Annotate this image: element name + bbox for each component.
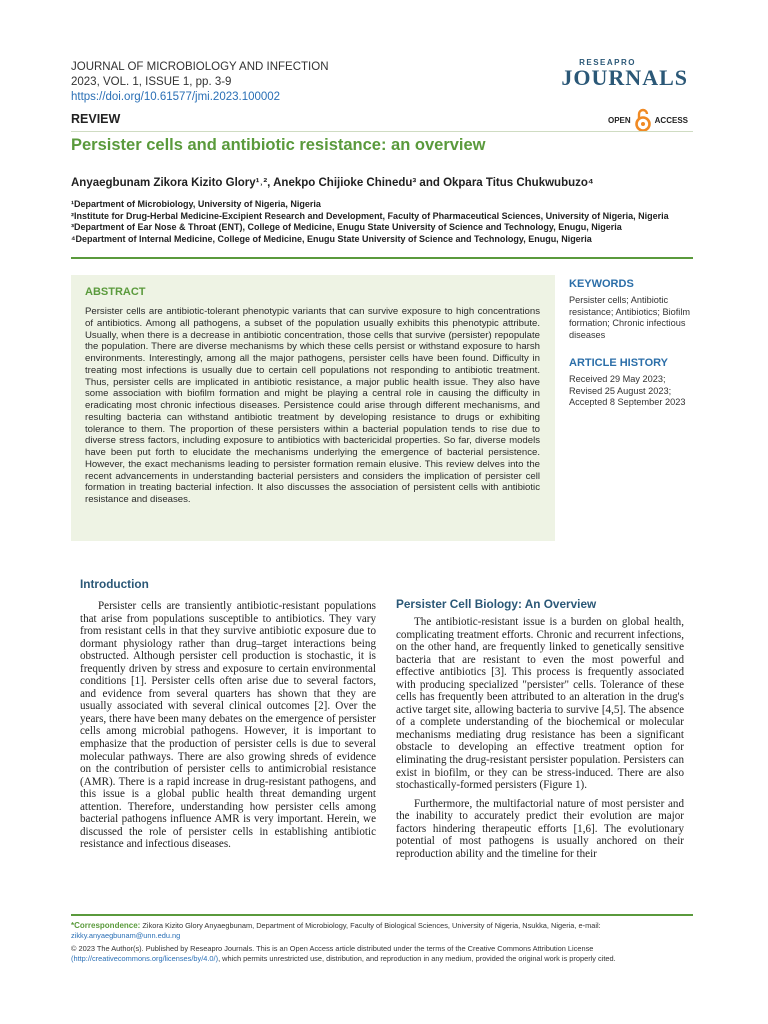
abstract-text: Persister cells are antibiotic-tolerant phenotypic variants that can survive exposure to high concentrations of antibiotics. Among all pathogens, a subset of the population usually exhibits this phenotypic attribute. Usually, when there is a decrease in antibiotic concentration, those cells that survive (persister) repopulate the population. There are diverse mechanisms by which these cells persist or withstand exposure to harsh environments. Interestingly, among all the major pathogens, persister cells have been found. Difficulty in treating most infections is usually due to certain cell populations not responding to antibiotic treatment. Thus, persister cells are implicated in antibiotic resistance, a major public health issue. They also have some association with biofilm formation and might be playing a central role in causing the difficulty in eradicating most chronic infectious diseases. Persistence could arise through different mechanisms, and resulting bacteria can withstand antibiotic treatment by developing resistance to drugs or exhibiting tolerance to them. The proportion of these persisters within a bacterial population tends to rise due to diverse stress factors, including exposure to antibiotics with bactericidal properties. So far, diverse models have been put forth to elucidate the mechanisms underlying the emergence of bacterial persistence. However, the exact mechanisms leading to persister formation remain elusive. This review delves into the recent advancements in understanding bacterial persisters and considers the implication of persister cell formation in treating bacterial infection. It also discusses the association of persistent cells with antibiotic resistance and diseases. — [85, 306, 540, 505]
affiliation-item: ³Department of Ear Nose & Throat (ENT), College of Medicine, Enugu State University of Science and Technology, Enugu, Nigeria — [71, 222, 622, 233]
introduction-paragraph: Persister cells are transiently antibiotic-resistant populations that arise from populations susceptible to antibiotics. They vary from resistant cells in that they survive antibiotic exposure due to dormant physiology rather than drug–target interactions being obstructed. Although persister cell production is stochastic, it is frequently driven by stress and exposure to certain environmental conditions [1]. Persister cells often arise due to several factors, and evidence from several quarters has shown that they are usually associated with several clinical outcomes [2]. Over the years, there have been many debates on the emergence of persister cells among microbial pathogens. However, it is important to emphasize that the production of persister cells is due to several molecular pathways. There are also growing shreds of evidence on the contribution of persister cells to antimicrobial resistance (AMR). There is a rapid increase in drug-resistant pathogens, and this issue is a global public health threat demanding urgent attention. Therefore, understanding how persister cells among bacterial pathogens influence AMR is very important. Herein, we discussed the role of persister cells in establishing antibiotic resistance and infectious diseases. — [80, 600, 376, 851]
keywords-heading: KEYWORDS — [569, 278, 634, 290]
open-access-lock-icon — [634, 108, 652, 132]
affiliation-item: ²Institute for Drug-Herbal Medicine-Excipient Research and Development, Faculty of Pharmaceutical Sciences, University of Nigeria, Nigeria — [71, 210, 669, 221]
license-text: © 2023 The Author(s). Published by Reseapro Journals. This is an Open Access article distributed under the terms of the Creative Commons Attribution License — [71, 944, 594, 953]
correspondence-label: *Correspondence: — [71, 921, 141, 930]
publisher-logo-main: JOURNALS — [561, 65, 688, 90]
journal-name: JOURNAL OF MICROBIOLOGY AND INFECTION — [71, 61, 329, 73]
open-label: OPEN — [607, 115, 631, 125]
biology-paragraph-1: The antibiotic-resistant issue is a burden on global health, complicating treatment efforts. Chronic and recurrent infections, on the other hand, are frequently linked to genetically sensitive bacteria that are resistant to even the most powerful and effective antibiotics [3]. This process is frequently associated with producing specialized "persister" cells. Tolerance of these cells has frequently been attributed to an alteration in the drug's active target site, allowing bacteria to survive [4,5]. The absence of a complete understanding of the biochemical or molecular mechanisms mediating drug resistance has been a significant obstacle to developing an effective treatment option for eliminating the drug-resistant persister population. Persisters can exist in biofilm, or they can be stress-induced. There are also stochastically-formed persisters (Figure 1). — [396, 616, 684, 792]
footer-divider — [71, 914, 693, 916]
keywords-text: Persister cells; Antibiotic resistance; Antibiotics; Biofilm formation; Chronic infectious diseases — [569, 295, 691, 340]
affiliations-divider — [71, 257, 693, 259]
access-label: ACCESS — [654, 115, 688, 125]
history-text: Received 29 May 2023; Revised 25 August 2023; Accepted 8 September 2023 — [569, 374, 686, 407]
affiliation-item: ¹Department of Microbiology, University of Nigeria, Nigeria — [71, 199, 321, 209]
journal-info — [71, 60, 329, 105]
affiliations — [71, 199, 669, 245]
introduction-text — [80, 600, 376, 851]
license-notice — [71, 944, 693, 964]
header-divider — [71, 131, 693, 132]
article-title: Persister cells and antibiotic resistance: an overview — [71, 136, 486, 154]
abstract-heading: ABSTRACT — [85, 286, 146, 298]
affiliation-item: ⁴Department of Internal Medicine, College of Medicine, Enugu State University of Science and Technology, Enugu, Nigeria — [71, 233, 592, 244]
publisher-logo-top: RESEAPRO — [579, 58, 636, 67]
correspondence — [71, 921, 693, 941]
biology-text — [396, 616, 684, 860]
biology-paragraph-2: Furthermore, the multifactorial nature of most persister and the inability to accurately predict their evolution are major factors hindering therapeutic efforts [1,6]. The evolutionary potential of most pathogens is usually anchored on their reproduction ability and the timeline for their — [396, 797, 684, 860]
biology-heading: Persister Cell Biology: An Overview — [396, 597, 597, 611]
journal-issue: 2023, VOL. 1, ISSUE 1, pp. 3-9 — [71, 76, 232, 88]
history-heading: ARTICLE HISTORY — [569, 357, 669, 369]
doi-link[interactable]: https://doi.org/10.61577/jmi.2023.100002 — [71, 91, 281, 103]
license-link[interactable]: (http://creativecommons.org/licenses/by/4.0/) — [71, 954, 219, 963]
license-text-end: , which permits unrestricted use, distribution, and reproduction in any medium, provided the original work is properly cited. — [218, 954, 616, 963]
introduction-heading: Introduction — [80, 577, 149, 591]
article-type: REVIEW — [71, 112, 121, 126]
correspondence-email[interactable]: zikky.anyaegbunam@unn.edu.ng — [71, 931, 181, 940]
publisher-logo — [561, 58, 688, 89]
author-list: Anyaegbunam Zikora Kizito Glory¹˒², Anekpo Chijioke Chinedu³ and Okpara Titus Chukwubuzo⁴ — [71, 177, 594, 189]
correspondence-text: Zikora Kizito Glory Anyaegbunam, Department of Microbiology, Faculty of Biological Sciences, University of Nigeria, Nsukka, Nigeria, e-mail: — [142, 921, 601, 930]
open-access-badge — [608, 108, 688, 132]
